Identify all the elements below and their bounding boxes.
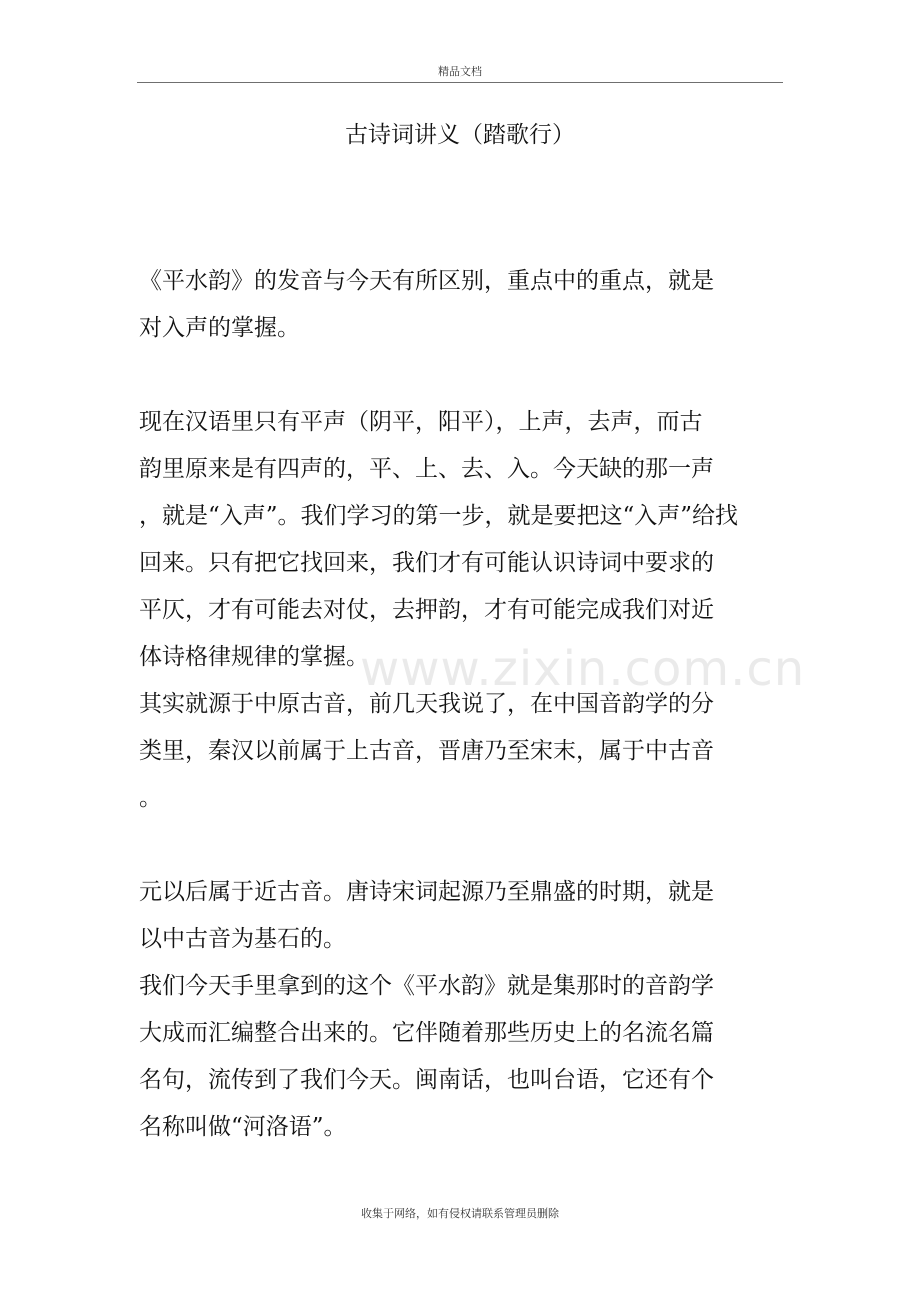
- text-line: 元以后属于近古音。唐诗宋词起源乃至鼎盛的时期，就是: [139, 879, 714, 905]
- paragraph-3: [139, 681, 784, 822]
- text-line: 。: [139, 785, 162, 811]
- text-line: 名称叫做“河洛语”。: [139, 1114, 347, 1140]
- text-line: 现在汉语里只有平声（阴平，阳平），上声，去声，而古: [139, 409, 703, 435]
- page-footer: 收集于网络，如有侵权请联系管理员删除: [361, 1207, 559, 1220]
- document-title: 古诗词讲义（踏歌行）: [345, 122, 575, 148]
- text-line: 我们今天手里拿到的这个《平水韵》就是集那时的音韵学: [139, 973, 714, 999]
- document-body: [139, 258, 806, 1151]
- text-line: 大成而汇编整合出来的。它伴随着那些历史上的名流名篇: [139, 1020, 714, 1046]
- paragraph-5: [139, 963, 784, 1151]
- text-line: 其实就源于中原古音，前几天我说了，在中国音韵学的分: [139, 691, 714, 717]
- text-line: 回来。只有把它找回来，我们才有可能认识诗词中要求的: [139, 550, 714, 576]
- text-line: 以中古音为基石的。: [139, 926, 346, 952]
- text-line: 类里，秦汉以前属于上古音，晋唐乃至宋末，属于中古音: [139, 738, 714, 764]
- text-line: 韵里原来是有四声的，平、上、去、入。今天缺的那一声: [139, 456, 714, 482]
- paragraph-2: [139, 399, 784, 681]
- text-line: 体诗格律规律的掌握。: [139, 644, 369, 670]
- watermark: www.zixin.com.cn: [360, 641, 806, 697]
- text-line: ，就是“入声”。我们学习的第一步，就是要把这“入声”给找: [139, 503, 739, 529]
- text-line: 平仄，才有可能去对仗，去押韵，才有可能完成我们对近: [139, 597, 714, 623]
- text-line: 对入声的掌握。: [139, 315, 300, 341]
- page-header: [137, 60, 783, 83]
- paragraph-4: [139, 869, 784, 963]
- text-line: 名句，流传到了我们今天。闽南话，也叫台语，它还有个: [139, 1067, 714, 1093]
- header-text: 精品文档: [438, 65, 482, 78]
- text-line: 《平水韵》的发音与今天有所区别，重点中的重点，就是: [139, 268, 714, 294]
- paragraph-1: [139, 258, 784, 352]
